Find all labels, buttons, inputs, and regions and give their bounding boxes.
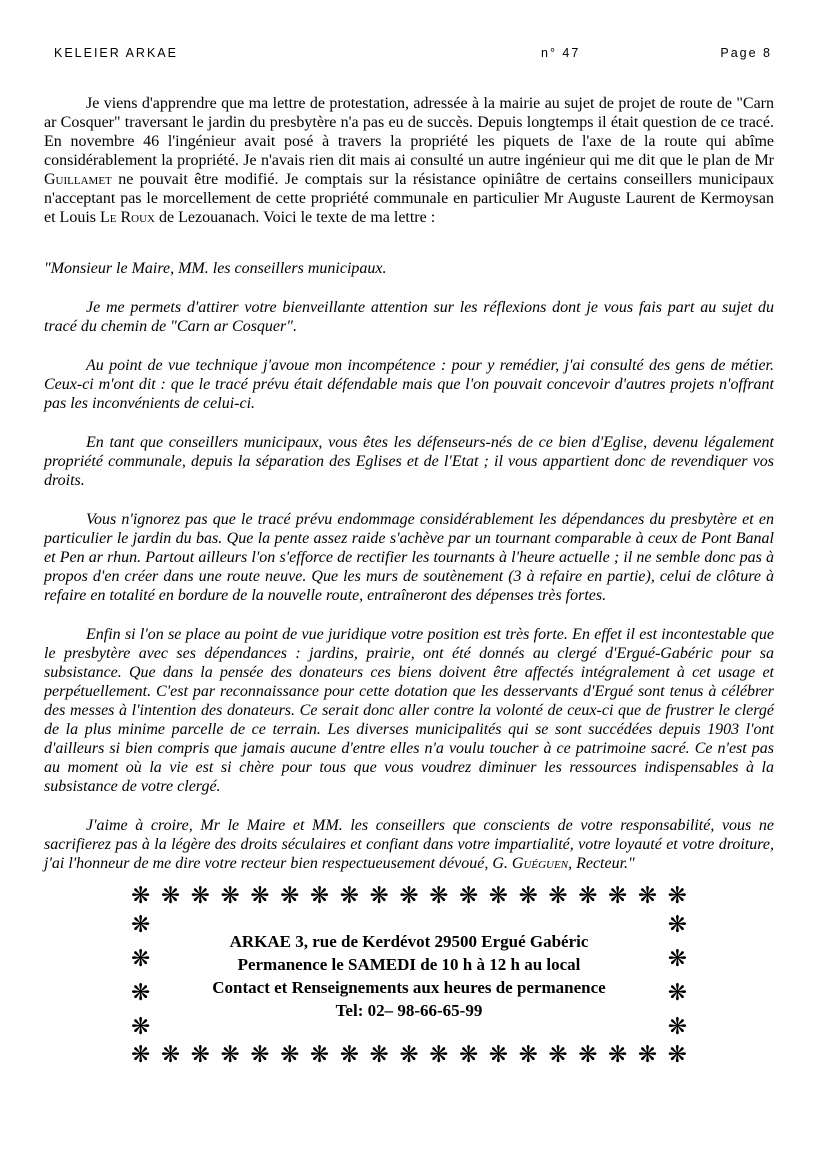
box-border-bottom [131,1044,687,1067]
contact-info-line: Contact et Renseignements aux heures de permanence [212,978,606,997]
text-run: Je me permets d'attirer votre bienveillante attention sur les réflexions dont je vous fais part au sujet du tracé du chemin de "Carn ar Cosquer". [44,299,774,335]
paragraph [44,816,774,873]
box-middle [131,908,687,1044]
asterisk-icon: ❋ [309,1042,330,1068]
asterisk-icon: ❋ [250,883,270,909]
asterisk-icon: ❋ [667,883,687,909]
text-run: En tant que conseillers municipaux, vous êtes les défenseurs-nés de ce bien d'Eglise, devenu légalement propriété communale, depuis la séparation des Eglises et de l'Etat ; il vous appartient donc de revendiquer vos droits. [44,434,774,489]
text-run: J'aime à croire, Mr le Maire et MM. les conseillers que conscients de votre responsabilité, vous ne sacrifierez pas à la légère des droits séculaires et confiant dans votre impartialité, votre loyauté et votre droiture, j'ai l'honneur de me dire votre recteur bien respectueusement dévoué, G. [44,817,774,872]
asterisk-icon: ❋ [637,883,658,909]
asterisk-icon: ❋ [488,1042,509,1068]
asterisk-icon: ❋ [280,1042,300,1068]
asterisk-icon: ❋ [429,1042,449,1068]
asterisk-icon: ❋ [399,1042,419,1068]
asterisk-icon: ❋ [309,883,330,909]
paragraph [44,625,774,796]
text-run: Enfin si l'on se place au point de vue juridique votre position est très forte. En effet il est incontestable que le presbytère avec ses dépendances : jardins, prairie, ont été donnés au clergé d'Ergué-Gabéric pour sa subsistance. Que dans la pensée des donateurs ces biens doivent être affectés intégralement à cet usage et perpétuellement. C'est par reconnaissance pour cette dotation que les desservants d'Ergué sont tenus à célébrer des messes à l'intention des donateurs. Ce serait donc aller contre la volonté de ceux-ci que de frustrer le clergé de la plus minime parcelle de ce terrain. Les diverses municipalités qui se sont succédées depuis 1903 l'ont d'ailleurs si bien compris que jamais aucune d'entre elles n'a voulu toucher à ce patrimoine sacré. Ce n'est pas au moment où la vie est si chère pour tous que vous voudrez diminuer les ressources indispensables à la subsistance de votre clergé. [44,626,774,795]
asterisk-icon: ❋ [131,979,151,1006]
text-run: ne pouvait être modifié. Je comptais sur la résistance opiniâtre de certains conseillers municipaux n'acceptant pas le morcellement de cette propriété communale en particulier Mr Auguste Laurent de Kermoysan et Louis [44,171,774,226]
paragraph [44,259,774,278]
asterisk-icon: ❋ [458,883,479,909]
page-number: Page 8 [720,46,772,60]
box-border-right [668,908,687,1044]
text-run: , Recteur." [568,855,635,872]
asterisk-icon: ❋ [667,979,687,1006]
asterisk-icon: ❋ [637,1042,658,1068]
paragraph [44,433,774,490]
text-run: Au point de vue technique j'avoue mon incompétence : pour y remédier, j'ai consulté des gens de métier. Ceux-ci m'ont dit : que le tracé prévu était défendable mais que l'on pouvait concevoir d'autres projets n'offrant pas les inconvénients de celui-ci. [44,357,774,412]
paragraph [44,94,774,227]
asterisk-icon: ❋ [548,1042,568,1068]
asterisk-icon: ❋ [667,1013,687,1040]
contact-box [131,885,687,1067]
text-run: Vous n'ignorez pas que le tracé prévu endommage considérablement les dépendances du presbytère et en particulier le jardin du bas. Que la pente assez raide s'achève par un tournant comparable à ceux de Pont Banal et Pen ar rhun. Partout ailleurs l'on s'efforce de rectifier les tournants à l'heure actuelle ; il ne semble donc pas à propos d'en créer dans une route neuve. Que les murs de soutènement (3 à refaire en partie), celui de clôture à refaire en totalité en bordure de la nouvelle route, entraîneront des dépenses très fortes. [44,511,774,604]
asterisk-icon: ❋ [399,883,419,909]
asterisk-icon: ❋ [250,1042,270,1068]
asterisk-icon: ❋ [667,1042,687,1068]
paragraph [44,298,774,336]
asterisk-icon: ❋ [608,883,628,909]
text-run: "Monsieur le Maire, MM. les conseillers municipaux. [44,260,387,277]
paragraph [44,510,774,605]
asterisk-icon: ❋ [518,1042,538,1068]
text-run: Je viens d'apprendre que ma lettre de protestation, adressée à la mairie au sujet de projet de route de "Carn ar Cosquer" traversant le jardin du presbytère n'a pas eu de succès. Depuis longtemps il était question de ce tracé. En novembre 46 l'ingénieur avait posé à travers la propriété les piquets de l'axe de la route qui abîme considérablement la propriété. Je n'avais rien dit mais ai consulté un autre ingénieur qui me dit que le plan de Mr [44,95,774,169]
text-run: de Lezouanach. Voici le texte de ma lettre : [155,209,436,226]
issue-number: n° 47 [541,46,581,60]
asterisk-icon: ❋ [160,1042,181,1068]
asterisk-icon: ❋ [608,1042,628,1068]
asterisk-icon: ❋ [518,883,538,909]
contact-hours-line: Permanence le SAMEDI de 10 h à 12 h au local [237,955,581,974]
asterisk-icon: ❋ [667,911,687,938]
asterisk-icon: ❋ [190,883,210,909]
small-caps-name: Guillamet [44,171,112,188]
article-body [44,94,774,873]
small-caps-name: Le Roux [100,209,155,226]
asterisk-icon: ❋ [220,883,240,909]
asterisk-icon: ❋ [429,883,449,909]
small-caps-name: Guéguen [511,855,569,872]
asterisk-icon: ❋ [578,883,598,909]
asterisk-icon: ❋ [458,1042,479,1068]
asterisk-icon: ❋ [280,883,300,909]
asterisk-icon: ❋ [131,1042,151,1068]
asterisk-icon: ❋ [369,883,389,909]
asterisk-icon: ❋ [339,883,359,909]
asterisk-icon: ❋ [369,1042,389,1068]
asterisk-icon: ❋ [190,1042,210,1068]
asterisk-icon: ❋ [667,945,687,972]
box-border-left [131,908,150,1044]
contact-phone-line: Tel: 02– 98-66-65-99 [335,1001,483,1020]
asterisk-icon: ❋ [488,883,509,909]
asterisk-icon: ❋ [578,1042,598,1068]
publication-title: KELEIER ARKAE [54,46,178,60]
box-border-top [131,885,687,908]
paragraph [44,356,774,413]
asterisk-icon: ❋ [160,883,181,909]
asterisk-icon: ❋ [339,1042,359,1068]
contact-address-line: ARKAE 3, rue de Kerdévot 29500 Ergué Gabéric [229,932,589,951]
page-header [44,46,774,64]
asterisk-icon: ❋ [131,911,151,938]
asterisk-icon: ❋ [131,883,151,909]
contact-box-text [150,930,667,1022]
asterisk-icon: ❋ [131,945,151,972]
asterisk-icon: ❋ [220,1042,240,1068]
asterisk-icon: ❋ [548,883,568,909]
asterisk-icon: ❋ [131,1013,151,1040]
